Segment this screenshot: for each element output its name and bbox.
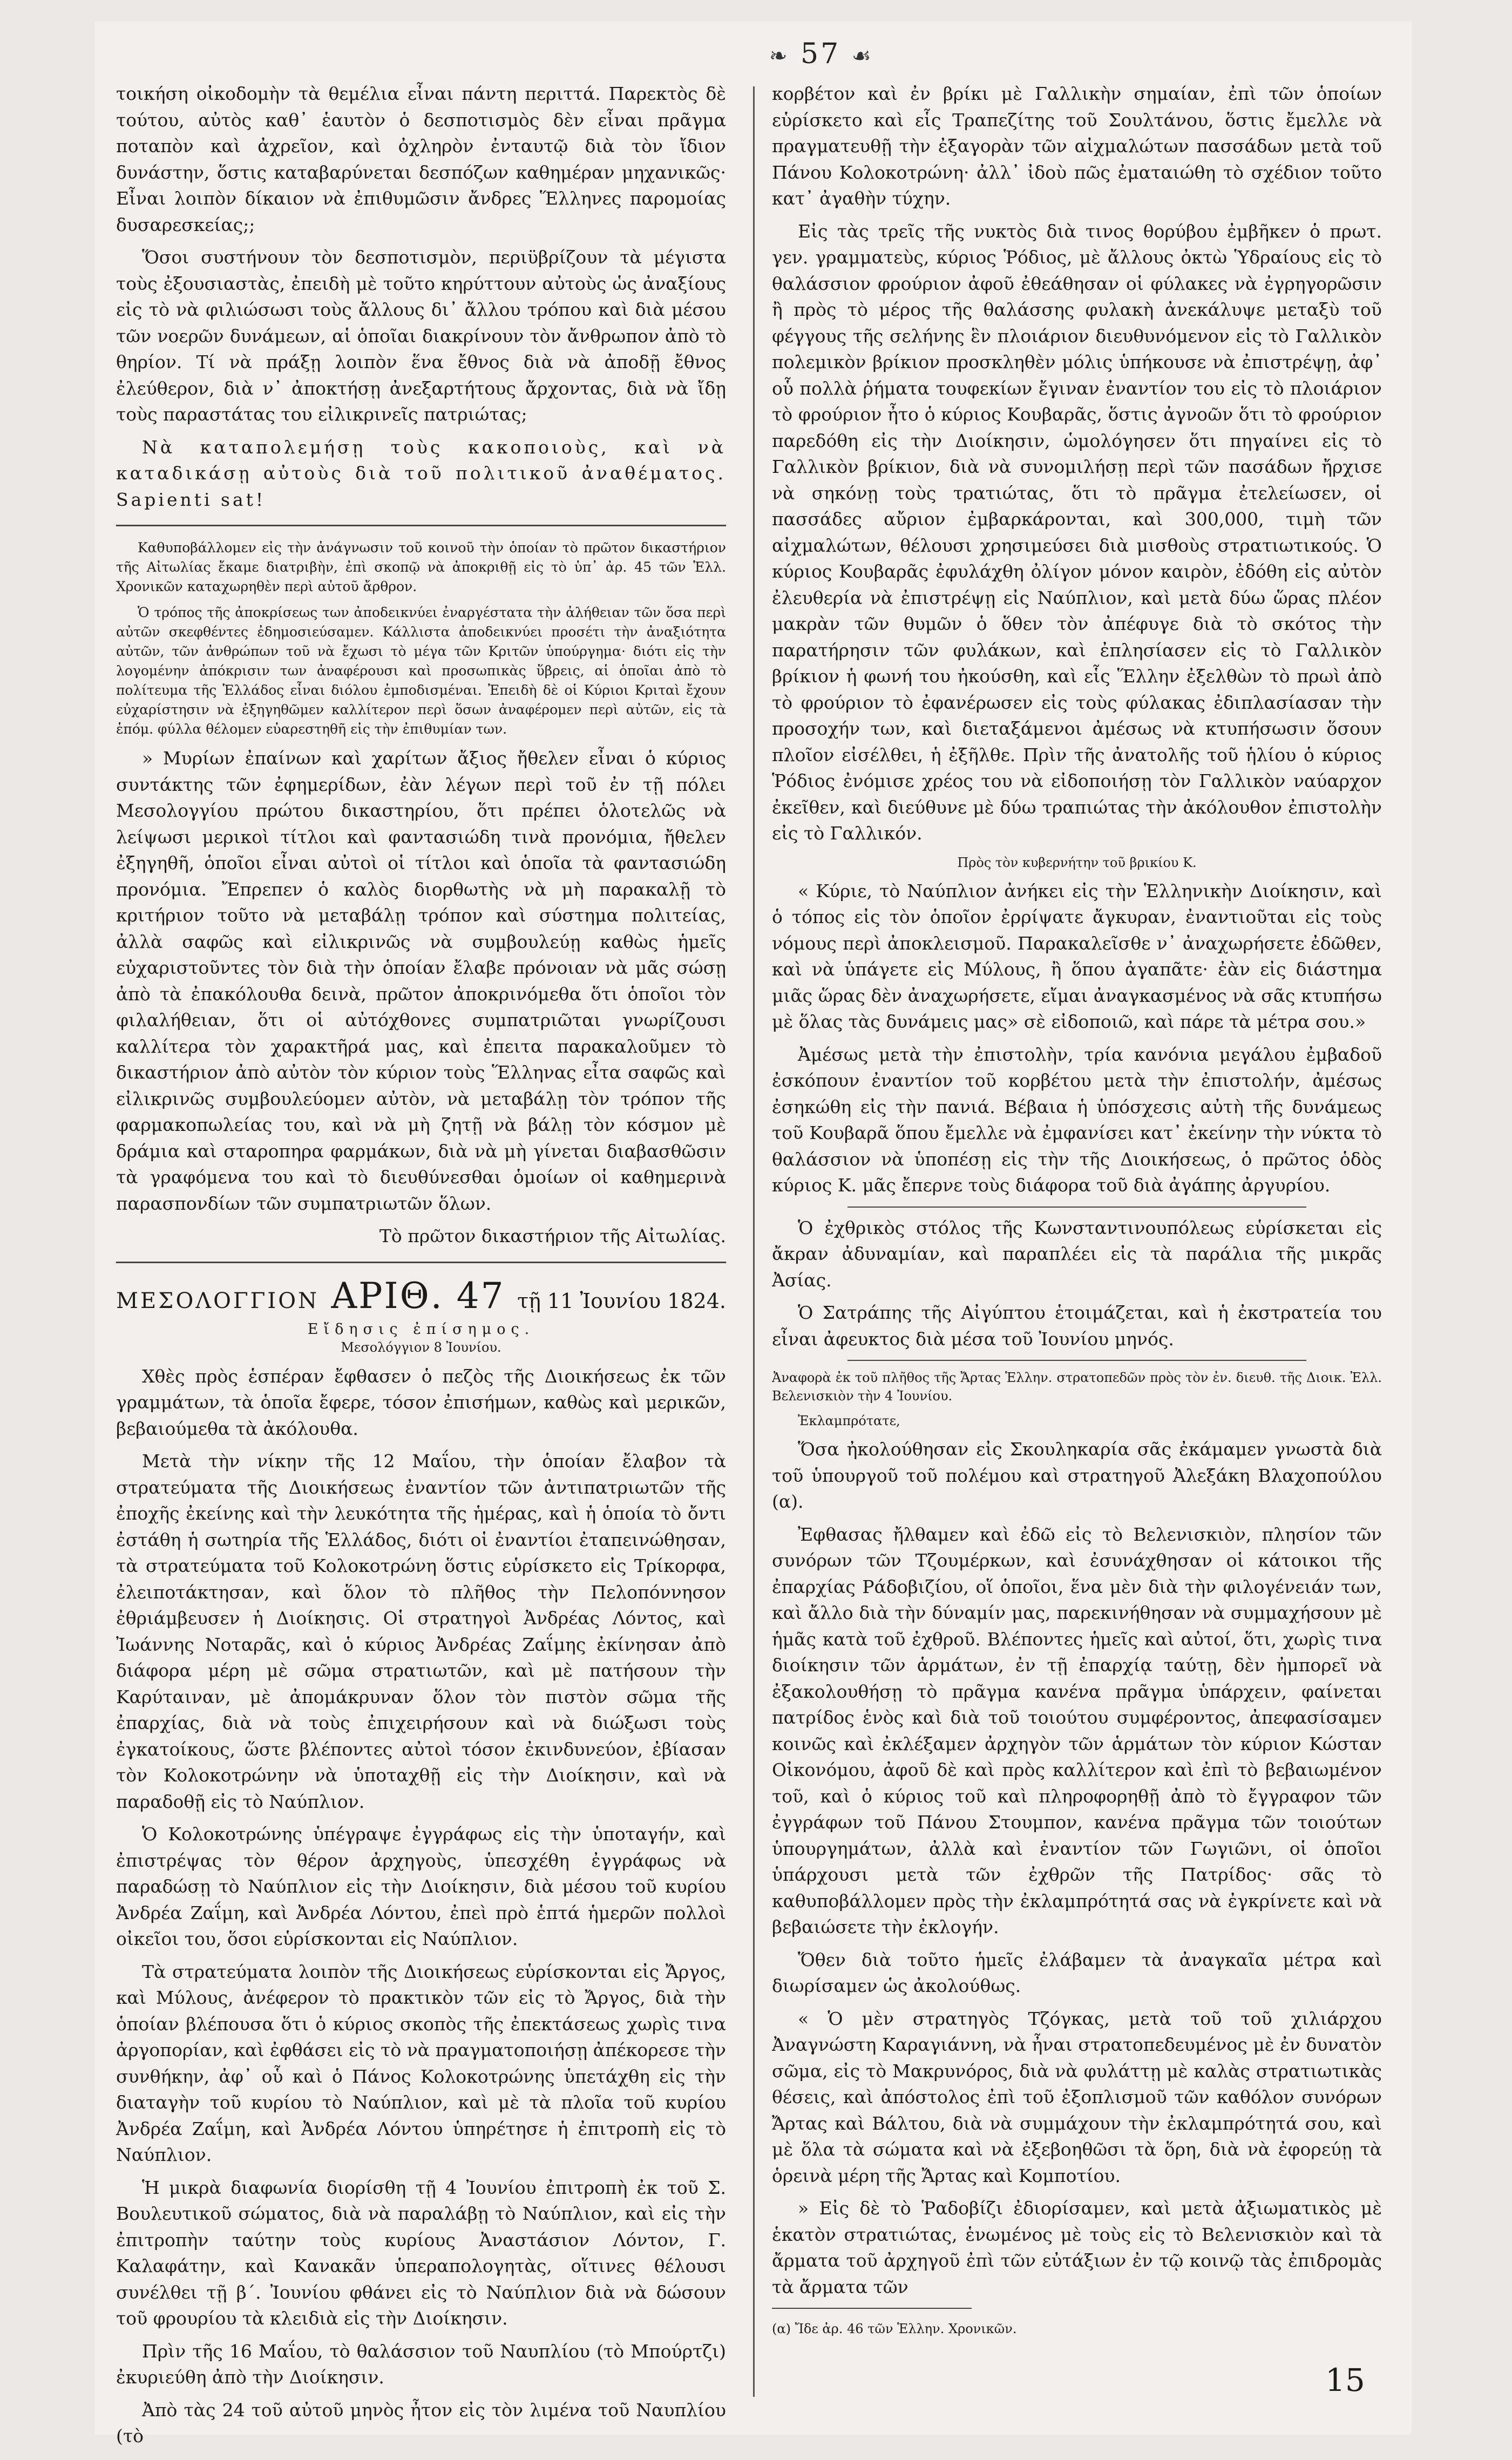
section-title: Εἴδησις ἐπίσημος. xyxy=(307,1320,535,1338)
footnote: (α) Ἴδε ἀρ. 46 τῶν Ἑλλην. Χρονικῶν. xyxy=(772,2321,1017,2336)
paragraph: Τὰ στρατεύματα λοιπὸν τῆς Διοικήσεως εὑρίσκονται εἰς Ἄργος, καὶ Μύλους, ἀνέφερον τὸ πρακτικὸν τῶν εἰς τὸ Ἄργος, διὰ τὴν ὁποίαν βλέπουσα ὅτι ὁ κύριος σκοπὸς τῆς ἐπεκτάσεως χωρὶς τινα ἀργοπορίαν, καὶ ἐφθάσει εἰς τὸ νὰ πραγματοποιήσῃ ἀπέκορεσε τὴν συνθήκην, ἀφ᾿ οὗ καὶ ὁ Πάνος Κολοκοτρώνης ὑπετάχθη εἰς τὴν διαταγὴν τοῦ κυρίου τὸ Ναύπλιον, καὶ μὲ τὰ πλοῖα τοῦ κυρίου Ἀνδρέα Ζαΐμη, καὶ Ἀνδρέα Λόντου ὑπηρέτησε ἡ ἐπιτροπὴ εἰς τὸ Ναύπλιον. xyxy=(116,1961,726,2165)
right-column xyxy=(772,81,1382,2338)
paragraph: Ἀμέσως μετὰ τὴν ἐπιστολὴν, τρία κανόνια μεγάλου ἐμβαδοῦ ἐσκόπουν ἐναντίον τοῦ κορβέτου μετὰ τὴν ἐπιστολήν, ἀμέσως ἐσηκώθη εἰς τὴν πανιά. Βέβαια ἡ ὑπόσχεσις αὐτὴ τῆς δυνάμεως τοῦ Κουβαρᾶ ὅπου ἔμελλε νὰ ἐμφανίσει κατ᾿ ἐκείνην τὴν νύκτα τὸ θαλάσσιον νὰ ὑποπέσῃ εἰς τὴν τῆς Διοικήσεως, ὁ πρῶτος ὁδὸς κύριος Κ. μᾶς ἔπερνε τοὺς διάφορα τοῦ διὰ ἀγάπης ἀργυρίου. xyxy=(772,1043,1382,1196)
letter-signature: Τὸ πρῶτον δικαστήριον τῆς Αἰτωλίας. xyxy=(379,1225,726,1246)
dateline: Μεσολόγγιον 8 Ἰουνίου. xyxy=(341,1339,501,1355)
column-divider xyxy=(753,86,755,2397)
paragraph: « Ὁ μὲν στρατηγὸς Τζόγκας, μετὰ τοῦ τοῦ χιλιάρχου Ἀναγνώστη Καραγιάννη, νὰ ἦναι στρατοπεδευμένος μὲ ἐν δυνατὸν σῶμα, εἰς τὸ Μακρυνόρος, διὰ νὰ φυλάττῃ μὲ καλὰς στρατιωτικὰς θέσεις, καὶ ἀπόστολος ἐπὶ τοῦ ἐξοπλισμοῦ τῶν καθόλον συνόρων Ἄρτας καὶ Βάλτου, διὰ νὰ συμμάχουν τὴν ἐκλαμπρότητά σου, καὶ μὲ ὅλα τὰ σώματα καὶ νὰ ἐξεβοηθῶσι τὰ ὅρη, διὰ νὰ ἐφορεύῃ τὰ ὁρεινὰ μέρη τῆς Ἄρτας καὶ Κομποτίου. xyxy=(772,2008,1382,2186)
masthead-number: ΑΡΙΘ. 47 xyxy=(331,1275,505,1317)
paragraph: Ὅσοι συστήνουν τὸν δεσποτισμὸν, περιϋβρίζουν τὰ μέγιστα τοὺς ἐξουσιαστὰς, ἐπειδὴ μὲ τοῦτο κηρύττουν αὐτοὺς ὡς ἀναξίους εἰς τὸ νὰ φιλιώσωσι τοὺς ἄλλους δι᾿ ἄλλου τρόπου καὶ διὰ μέσου τῶν νοερῶν δυνάμεων, αἱ ὁποῖαι διακρίνουν τὸν ἄνθρωπον ἀπὸ τὸ θηρίον. Τί νὰ πράξῃ λοιπὸν ἕνα ἔθνος διὰ νὰ ἀποδῇ ἔθνος ἐλεύθερον, διὰ ν᾿ ἀποκτήσῃ ἀνεξαρτήτους ἄρχοντας, διὰ νὰ ἴδῃ τοὺς παραστάτας του εἰλικρινεῖς πατριώτας; xyxy=(116,247,726,425)
paragraph: Ὁ Κολοκοτρώνης ὑπέγραψε ἐγγράφως εἰς τὴν ὑποταγήν, καὶ ἐπιστρέψας τὸν θέρον ἀρχηγοὺς, ὑπεσχέθη ἐγγράφως νὰ παραδώσῃ τὸ Ναύπλιον εἰς τὴν Διοίκησιν, διὰ μέσου τοῦ κυρίου Ἀνδρέα Ζαΐμη, καὶ Ἀνδρέα Λόντου, ἐπεὶ πρὸ ἑπτά ἡμερῶν πολλοὶ οἰκεῖοι του, ὅσοι εὑρίσκονται εἰς Ναύπλιον. xyxy=(116,1824,726,1949)
footnote-rule xyxy=(772,2308,972,2309)
paragraph: Μετὰ τὴν νίκην τῆς 12 Μαΐου, τὴν ὁποίαν ἔλαβον τὰ στρατεύματα τῆς Διοικήσεως ἐναντίον τῶν ἀντιπατριωτῶν τῆς ἐποχῆς ἐκείνης καὶ τὴν λευκότητα τῆς ἡμέρας, καὶ ἡ ὁποία τὸ ὄντι ἐστάθη ἡ σωτηρία τῆς Ἑλλάδος, διότι οἱ ἐναντίοι ἐταπεινώθησαν, τὰ στρατεύματα τοῦ Κολοκοτρώνη ὅστις εὑρίσκετο εἰς Τρίκορφα, ἐλειποτάκτησαν, καὶ ὅλον τὸ πλῆθος τὴν Πελοπόννησον ἐθριάμβευσεν ἡ Διοίκησις. Οἱ στρατηγοὶ Ἀνδρέας Λόντος, καὶ Ἰωάννης Νοταρᾶς, καὶ ὁ κύριος Ἀνδρέας Ζαΐμης ἐκίνησαν ἀπὸ διάφορα μέρη μὲ σῶμα στρατιωτῶν, καὶ μὲ πατήσουν τὴν Καρύταιναν, μὲ ἀπομάκρυναν ὅλον τὸν πιστὸν σῶμα τῆς ἐπαρχίας, διὰ νὰ τοὺς ἐπιχειρήσουν καὶ νὰ διώξωσι τοὺς ἐγκατοίκους, ὥστε βλέποντες αὐτοὶ τόσον ἐκινδυνεύον, ἐβίασαν τὸν Κολοκοτρώνην νὰ ὑποταχθῇ εἰς τὴν Διοίκησιν, καὶ νὰ παραδοθῇ εἰς τὸ Ναύπλιον. xyxy=(116,1451,726,1812)
notice-paragraph: Καθυποβάλλομεν εἰς τὴν ἀνάγνωσιν τοῦ κοινοῦ τὴν ὁποίαν τὸ πρῶτον δικαστήριον τῆς Αἰτωλίας ἔκαμε διατριβὴν, ἐπὶ σκοπῷ νὰ ἀποκριθῇ εἰς τὸ ὑπ᾿ ἀρ. 45 τῶν Ἑλλ. Χρονικῶν καταχωρηθὲν περὶ αὐτοῦ ἄρθρον. xyxy=(116,540,726,594)
newspaper-page xyxy=(94,22,1412,2447)
masthead xyxy=(116,1275,726,1317)
section-rule xyxy=(847,1207,1306,1208)
paragraph-emphasis: Νὰ καταπολεμήσῃ τοὺς κακοποιοὺς, καὶ νὰ καταδικάσῃ αὐτοὺς διὰ τοῦ πολιτικοῦ ἀναθέματος. Sapienti sat! xyxy=(116,436,726,510)
ornament-right-icon: ☙ xyxy=(851,44,873,69)
letter-text: « Κύριε, τὸ Ναύπλιον ἀνήκει εἰς τὴν Ἑλληνικὴν Διοίκησιν, καὶ ὁ τόπος εἰς τὸν ὁποῖον ἐρρίψατε ἄγκυραν, ἐναντιοῦται εἰς τοὺς νόμους περὶ ἀποκλεισμοῦ. Παρακαλεῖσθε ν᾿ ἀναχωρήσετε ἐδῶθεν, καὶ νὰ ὑπάγετε εἰς Μύλους, ἢ ὅπου ἀγαπᾶτε· ἐὰν εἰς διάστημα μιᾶς ὥρας δὲν ἀναχωρήσετε, εἴμαι ἀναγκασμένος νὰ σᾶς κτυπήσω μὲ ὅλας τὰς δυνάμεις μας» σὲ εἰδοποιῶ, καὶ πάρε τὰ μέτρα σου.» xyxy=(772,880,1382,1032)
page-number xyxy=(769,38,873,70)
letter-text: » Μυρίων ἐπαίνων καὶ χαρίτων ἄξιος ἤθελεν εἶναι ὁ κύριος συντάκτης τῶν ἐφημερίδων, ἐὰν λέγων περὶ τοῦ ἐν τῇ πόλει Μεσολογγίου πρώτου δικαστηρίου, ὅτι πρέπει ὁλοτελῶς νὰ λείψωσι μερικοὶ τίτλοι καὶ φαντασιώδη τινὰ προνόμια, ἤθελεν ἐξηγηθῆ, ὁποῖοι εἶναι αὐτοὶ οἱ τίτλοι καὶ ὁποῖα τὰ φαντασιώδη προνόμια. Ἔπρεπεν ὁ καλὸς διορθωτὴς νὰ μὴ παρακαλῇ τὸ κριτήριον τοῦτο νὰ μεταβάλῃ τρόπον καὶ σύστημα πολιτείας, ἀλλὰ σαφῶς καὶ εἰλικρινῶς νὰ συμβουλεύῃ καθὼς ἡμεῖς εὐχαριστοῦντες τὸν διὰ τὴν ὁποίαν ἔλαβε πρόνοιαν νὰ μᾶς σώσῃ ἀπὸ τὰ ἐπακόλουθα δεινὰ, πρῶτον ἀποκρινόμεθα ὅτι ὁποῖοι τὸν φιλαλήθειαν, ὅτι οἱ αὐτόχθονες συμπατριῶται γνωρίζουσι καλλίτερα τὸν χαρακτῆρά μας, καὶ ἐπειτα παρακαλοῦμεν τὸ δικαστήριον ἀπὸ αὐτὸν τὸν κύριον τοὺς Ἕλληνας εἶτα σαφῶς καὶ εἰλικρινῶς συμβουλεύομεν αὐτὸν, νὰ μεταβάλῃ τὸν τρόπον τῆς φαρμακοπωλείας του, καὶ νὰ μὴ ζητῇ νὰ βάλῃ τὸν κόσμον μὲ δράμια καὶ σταροπηρα φαρμάκων, διὰ νὰ μὴ γίνεται διαβασθῶσιν τὰ γραφόμενα του καὶ τὸ διευθύνεσθαι ὁμοίων οἱ καθημερινὰ παρασπονδίων τῶν συμπατριωτῶν ὅλων. xyxy=(116,748,726,1214)
paragraph: Ἀπὸ τὰς 24 τοῦ αὐτοῦ μηνὸς ἦτον εἰς τὸν λιμένα τοῦ Ναυπλίου (τὸ xyxy=(116,2399,726,2447)
paragraph: Ὅθεν διὰ τοῦτο ἡμεῖς ἐλάβαμεν τὰ ἀναγκαῖα μέτρα καὶ διωρίσαμεν ὡς ἀκολούθως. xyxy=(772,1949,1382,1996)
ornament-left-icon: ❧ xyxy=(769,44,790,69)
report-heading: Ἀναφορὰ ἐκ τοῦ πλῆθος τῆς Ἄρτας Ἑλλην. στρατοπεδῶν πρὸς τὸν ἐν. διευθ. τῆς Διοικ. Ἐλλ. Βελενισκιὸν τὴν 4 Ἰουνίου. xyxy=(772,1370,1382,1404)
news-item: Ὁ Σατράπης τῆς Αἰγύπτου ἑτοιμάζεται, καὶ ἡ ἐκστρατεία του εἶναι ἀφευκτος διὰ μέσα τοῦ Ἰουνίου μηνός. xyxy=(772,1302,1382,1350)
paragraph: τοικήση οἰκοδομὴν τὰ θεμέλια εἶναι πάντη περιττά. Παρεκτὸς δὲ τούτου, αὐτὸς καθ᾿ ἑαυτὸν ὁ δεσποτισμὸς δὲν εἶναι πρᾶγμα ποταπὸν καὶ ἀχρεῖον, καὶ ὀχληρὸν ἐνταυτῷ διὰ τὸν ἴδιον δυνάστην, ὅστις καταβαρύνεται δεσπόζων καθημέραν μηχανικῶς· Εἶναι λοιπὸν δίκαιον νὰ ἐπιθυμῶσιν ἄνδρες Ἕλληνες παρομοίας δυσαρεσκείας;; xyxy=(116,83,726,235)
report-salutation: Ἐκλαμπρότατε, xyxy=(798,1413,900,1428)
paragraph: Ὅσα ἠκολούθησαν εἰς Σκουληκαρία σᾶς ἐκάμαμεν γνωστὰ διὰ τοῦ ὑπουργοῦ τοῦ πολέμου καὶ στρατηγοῦ Ἀλεξάκη Βλαχοπούλου (α). xyxy=(772,1439,1382,1512)
paragraph: κορβέτον καὶ ἐν βρίκι μὲ Γαλλικὴν σημαίαν, ἐπὶ τῶν ὁποίων εὑρίσκετο καὶ εἷς Τραπεζίτης τοῦ Σουλτάνου, ὅστις ἔμελλε νὰ πραγματευθῇ τὴν ἐξαγορὰν τῶν αἰχμαλώτων πασσάδων μετὰ τοῦ Πάνου Κολοκοτρώνη· ἀλλ᾿ ἰδοὺ πῶς ἐματαιώθη τὸ σχέδιον τοῦτο κατ᾿ ἀγαθὴν τύχην. xyxy=(772,83,1382,209)
masthead-place: ΜΕΣΟΛΟΓΓΙΟΝ xyxy=(116,1288,320,1313)
paragraph: Ἐφθασας ἤλθαμεν καὶ ἐδῶ εἰς τὸ Βελενισκιὸν, πλησίον τῶν συνόρων τῶν Τζουμέρκων, καὶ ἐσυνάχθησαν οἱ κάτοικοι τῆς ἐπαρχίας Ράδοβιζίου, οἵ ὁποῖοι, ἕνα μὲν διὰ τὴν φιλογένειάν των, καὶ ἄλλο διὰ τὴν δύναμίν μας, παρεκινήθησαν νὰ συμμαχήσουν μὲ ἡμᾶς κατὰ τοῦ ἐχθροῦ. Βλέποντες ἡμεῖς καὶ αὐτοί, ὅτι, χωρὶς τινα διοίκησιν τῶν ἁρμάτων, ἐν τῇ ἐπαρχίᾳ ταύτῃ, δὲν ἠμπορεῖ νὰ ἐξακολουθήσῃ τὸ πρᾶγμα κανένα πρᾶγμα ὑπάρχειν, φαίνεται πατρίδος ἑνὸς καὶ διὰ τοῦ τοιούτου συμφέροντος, ἀπεφασίσαμεν κοινῶς καὶ ἐκλέξαμεν ἀρχηγὸν τῶν ἁρμάτων τὸν κύριον Κώσταν Οἰκονόμου, ἀφοῦ δὲ καὶ πρὸς καλλίτερον καὶ ἐπὶ τὸ βεβαιωμένον τοῦ, καὶ ὁ κύριος τοῦ καὶ πληροφορηθῇ ἀπὸ τὸ ἔγγραφον τῶν ἐγγράφων τοῦ Πάνου Στουμπον, κανένα πρᾶγμα τῶν τοιούτων ὑπουργημάτων, ἀλλὰ καὶ ἐναντίον τῶν Γωγιῶνι, οἱ ὁποῖοι ὑπάρχουσι μετὰ τῶν ἐχθρῶν τῆς Πατρίδος· σᾶς τὸ καθυποβάλλομεν πρὸς τὴν ἐκλαμπρότητά σας νὰ ἐγκρίνετε καὶ νὰ βεβαιώσετε τὴν ἐκλογήν. xyxy=(772,1523,1382,1937)
section-rule xyxy=(116,525,726,526)
paragraph: Πρὶν τῆς 16 Μαΐου, τὸ θαλάσσιον τοῦ Ναυπλίου (τὸ Μπούρτζι) ἐκυριεύθη ἀπὸ τὴν Διοίκησιν. xyxy=(116,2340,726,2388)
notice-paragraph: Ὁ τρόπος τῆς ἀποκρίσεως των ἀποδεικνύει ἐναργέστατα τὴν ἀλήθειαν τῶν ὅσα περὶ αὐτῶν σκεφθέντες ἐδημοσιεύσαμεν. Κάλλιστα ἀποδεικνύει προσέτι τὴν ἀναξιότητα αὐτῶν, τῶν ἀνθρώπων τοῦ νὰ ἔχωσι τὸ μέγα τῶν Κριτῶν ὑπούργημα· διότι εἰς τὴν λογομένην ἀπόκρισιν των ἀναφέρουσι καὶ προσωπικὰς ὕβρεις, αἱ ὁποῖαι ἀπὸ τὸ πολίτευμα τῆς Ἑλλάδος εἶναι διόλου ἐμποδισμέναι. Ἐπειδὴ δὲ οἱ Κύριοι Κριταὶ ἔχουν εὐχαρίστησιν νὰ ἐξηγηθῶμεν καλλίτερον περὶ ὅσων ἀναφέρομεν περὶ αὐτῶν, εἰς τὰ ἑπόμ. φύλλα θέλομεν εὐαρεστηθῆ εἰς τὴν ἐπιθυμίαν των. xyxy=(116,605,726,737)
letter-heading: Πρὸς τὸν κυβερνήτην τοῦ βρικίου Κ. xyxy=(957,855,1197,870)
paragraph: Εἰς τὰς τρεῖς τῆς νυκτὸς διὰ τινος θορύβου ἐμβῆκεν ὁ πρωτ. γεν. γραμματεὺς, κύριος Ῥόδιος, μὲ ἄλλους ὀκτὼ Ὑδραίους εἰς τὸ θαλάσσιον φρούριον ἀφοῦ ἐθεάθησαν οἱ φύλακες νὰ ἐγρηγορῶσιν ἢ πρὸς τὸ μέρος τῆς θαλάσσης φυλακὴ ἀνεκάλυψε μεταξὺ τοῦ φέγγους τῆς σελήνης ἓν πλοιάριον διευθυνόμενον εἰς τὸ Γαλλικὸν πολεμικὸν βρίκιον προσκληθὲν μόλις ὑπήκουσε νὰ ἐπιστρέψῃ, ἀφ᾿ οὗ πολλὰ ῥήματα τουφεκίων ἔγιναν ἐναντίον του εἰς τὸ πλοιάριον τὸ φρούριον ἦτο ὁ κύριος Κουβαρᾶς, ὅστις ἀγνοῶν ὅτι τὸ φρούριον παρεδόθη εἰς τὴν Διοίκησιν, ὡμολόγησεν ὅτι πηγαίνει εἰς τὸ Γαλλικὸν βρίκιον, διὰ νὰ συνομιλήσῃ περὶ τῶν πασάδων ἤρχισε νὰ σηκόνῃ τοὺς τρατιώτας, ὅτι τὸ πρᾶγμα ἐτελείωσεν, οἱ πασσάδες αὔριον ἐμβαρκάρονται, καὶ 300,000, τιμὴ τῶν αἰχμαλώτων, θέλουσι χρησιμεύσει διὰ μισθοὺς στρατιωτικούς. Ὁ κύριος Κουβαρᾶς ἐφυλάχθη ὀλίγον μόνον καιρὸν, ἐδόθη εἰς αὐτὸν ἐλευθερία νὰ ἐπιστρέψῃ εἰς Ναύπλιον, καὶ μετὰ δύω ὥρας πλέον μακρὰν τῶν θυμῶν ὁ ὅθεν τὸν ἀπέφυγε διὰ τὸ σκότος τὴν παρατήρησιν τῶν φυλάκων, καὶ ἐπλησίασεν εἰς τὸ Γαλλικὸν βρίκιον ἡ φωνή του ἠκούσθη, καὶ εἷς Ἕλλην ἐξελθὼν τὸ πρωὶ ἀπὸ τὸ φρούριον τὸ ἐφανέρωσεν εἰς τοὺς φύλακας ἐδιπλασίασαν τὴν προσοχήν των, καὶ διεταξάμενοι ἀμέσως νὰ κτυπήσωσιν ὅσουν πλοῖον εἰσέλθει, ἡ ἐξῆλθε. Πρὶν τῆς ἀνατολῆς τοῦ ἡλίου ὁ κύριος Ῥόδιος ἐνόμισε χρέος του νὰ εἰδοποιήσῃ τὸν Γαλλικὸν ναύαρχον ἐκεῖθεν, καὶ διεύθυνε μὲ δύω τραπιώτας τὴν ἀκόλουθον ἐπιστολὴν εἰς τὸ Γαλλικόν. xyxy=(772,220,1382,844)
masthead-date: τῇ 11 Ἰουνίου 1824. xyxy=(517,1289,726,1313)
news-item: Ὁ ἐχθρικὸς στόλος τῆς Κωνσταντινουπόλεως εὑρίσκεται εἰς ἄκραν ἀδυναμίαν, καὶ παραπλέει εἰς τὰ παράλια τῆς μικρᾶς Ἀσίας. xyxy=(772,1217,1382,1291)
section-rule xyxy=(847,1360,1306,1361)
page-number-value: 57 xyxy=(801,38,841,70)
paragraph: » Εἰς δὲ τὸ Ῥαδοβίζι ἐδιορίσαμεν, καὶ μετὰ ἀξιωματικὸς μὲ ἑκατὸν στρατιώτας, ἑνωμένος μὲ τοὺς εἰς τὸ Βελενισκιὸν καὶ τὰ ἄρματα τοῦ ἀρχηγοῦ ἐπὶ τῶν εὐτάξιων ἐν τῷ κοινῷ τὰς ἐπιδρομὰς τὰ ἄρματα τῶν xyxy=(772,2198,1382,2298)
left-column xyxy=(116,81,726,2456)
masthead-rule-top xyxy=(116,1262,726,1263)
paragraph: Ἡ μικρὰ διαφωνία διορίσθη τῇ 4 Ἰουνίου ἐπιτροπὴ ἐκ τοῦ Σ. Βουλευτικοῦ σώματος, διὰ νὰ παραλάβῃ τὸ Ναύπλιον, καὶ εἰς τὴν ἐπιτροπὴν ταύτην τοὺς κυρίους Ἀναστάσιον Λόντον, Γ. Καλαφάτην, καὶ Κανακᾶν ὑπεραπολογητὰς, οἵτινες θέλουσι συνέλθει τῇ β΄. Ἰουνίου φθάνει εἰς τὸ Ναύπλιον διὰ νὰ δώσουν τοῦ φρουρίου τὰ κλειδιὰ εἰς τὴν Διοίκησιν. xyxy=(116,2177,726,2329)
sheet-signature: 15 xyxy=(1325,2362,1365,2398)
paragraph: Χθὲς πρὸς ἑσπέραν ἔφθασεν ὁ πεζὸς τῆς Διοικήσεως ἐκ τῶν γραμμάτων, τὰ ὁποῖα ἔφερε, τόσον ἐπισήμων, καθὼς καὶ μερικῶν, βεβαιούμεθα τὰ ἀκόλουθα. xyxy=(116,1365,726,1439)
